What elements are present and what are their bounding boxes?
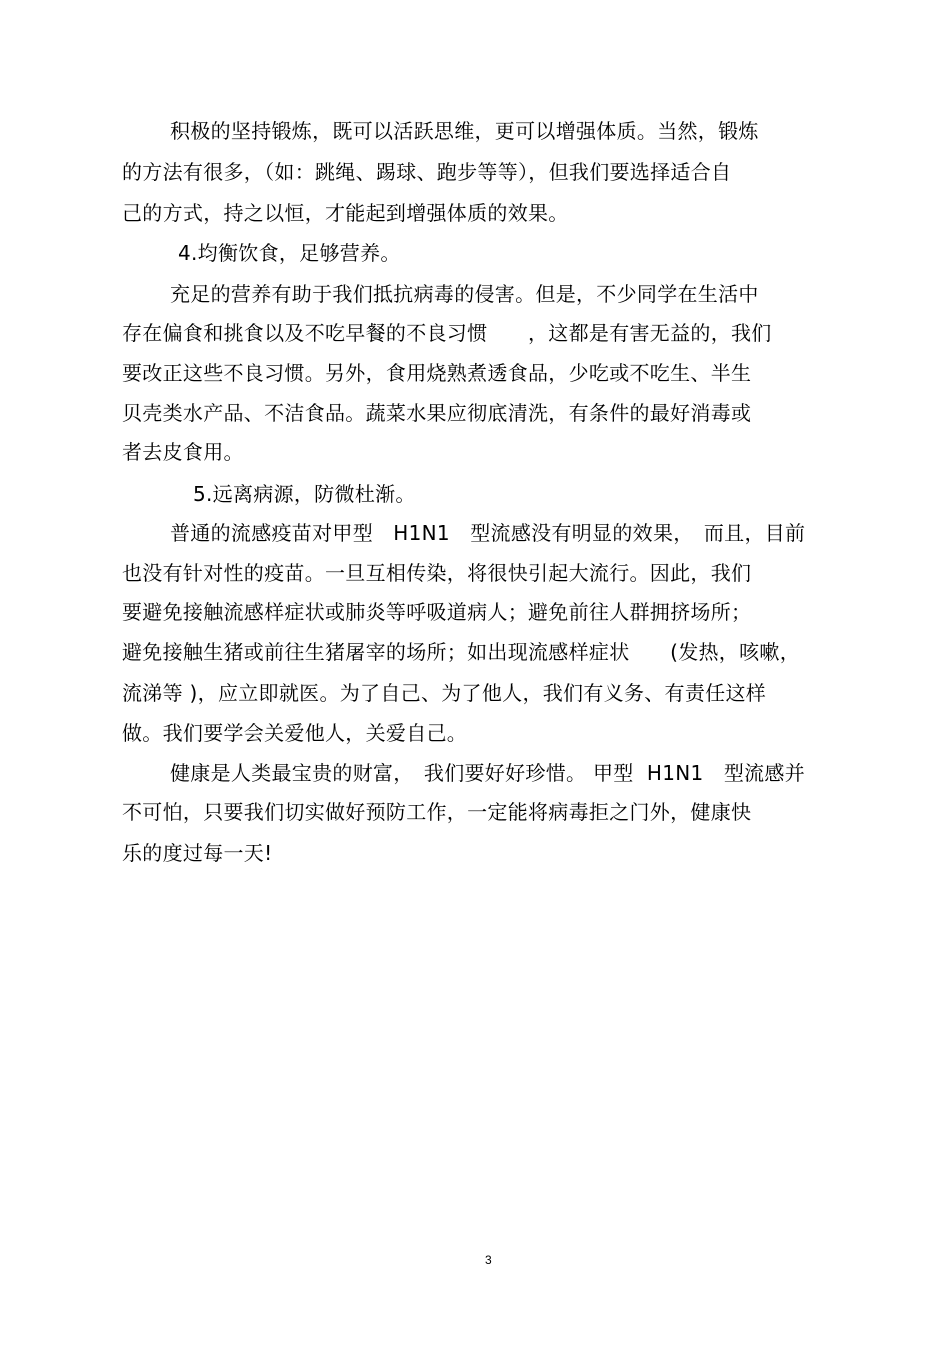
text-line: 乐的度过每一天! [122,841,273,865]
text-line: 充足的营养有助于我们抵抗病毒的侵害。但是，不少同学在生活中 [170,282,759,306]
text-line: 要避免接触流感样症状或肺炎等呼吸道病人；避免前往人群拥挤场所； [122,600,752,624]
text-line: 存在偏食和挑食以及不吃早餐的不良习惯 ，这都是有害无益的，我们 [122,321,772,345]
section-heading: 4.均衡饮食，足够营养。 [178,241,401,265]
text-line: 己的方式，持之以恒，才能起到增强体质的效果。 [122,201,569,225]
page-number: 3 [485,1253,492,1267]
text-line: 积极的坚持锻炼，既可以活跃思维，更可以增强体质。当然，锻炼 [170,119,759,143]
text-line: 也没有针对性的疫苗。一旦互相传染，将很快引起大流行。因此，我们 [122,561,752,585]
section-heading: 5.远离病源，防微杜渐。 [193,482,416,506]
text-line: 者去皮食用。 [122,440,244,464]
text-line: 健康是人类最宝贵的财富， 我们要好好珍惜。 甲型 H1N1 型流感并 [170,761,806,785]
text-line: 不可怕，只要我们切实做好预防工作，一定能将病毒拒之门外，健康快 [122,800,752,824]
text-line: 的方法有很多，（如：跳绳、踢球、跑步等等），但我们要选择适合自 [122,160,732,184]
text-line: 做。我们要学会关爱他人，关爱自己。 [122,721,468,745]
text-line: 避免接触生猪或前往生猪屠宰的场所；如出现流感样症状 (发热，咳嗽， [122,640,801,664]
text-line: 贝壳类水产品、不洁食品。蔬菜水果应彻底清洗，有条件的最好消毒或 [122,401,752,425]
text-line: 普通的流感疫苗对甲型 H1N1 型流感没有明显的效果， 而且，目前 [170,521,806,545]
text-line: 流涕等 )，应立即就医。为了自己、为了他人，我们有义务、有责任这样 [122,681,767,705]
text-line: 要改正这些不良习惯。另外，食用烧熟煮透食品，少吃或不吃生、半生 [122,361,752,385]
